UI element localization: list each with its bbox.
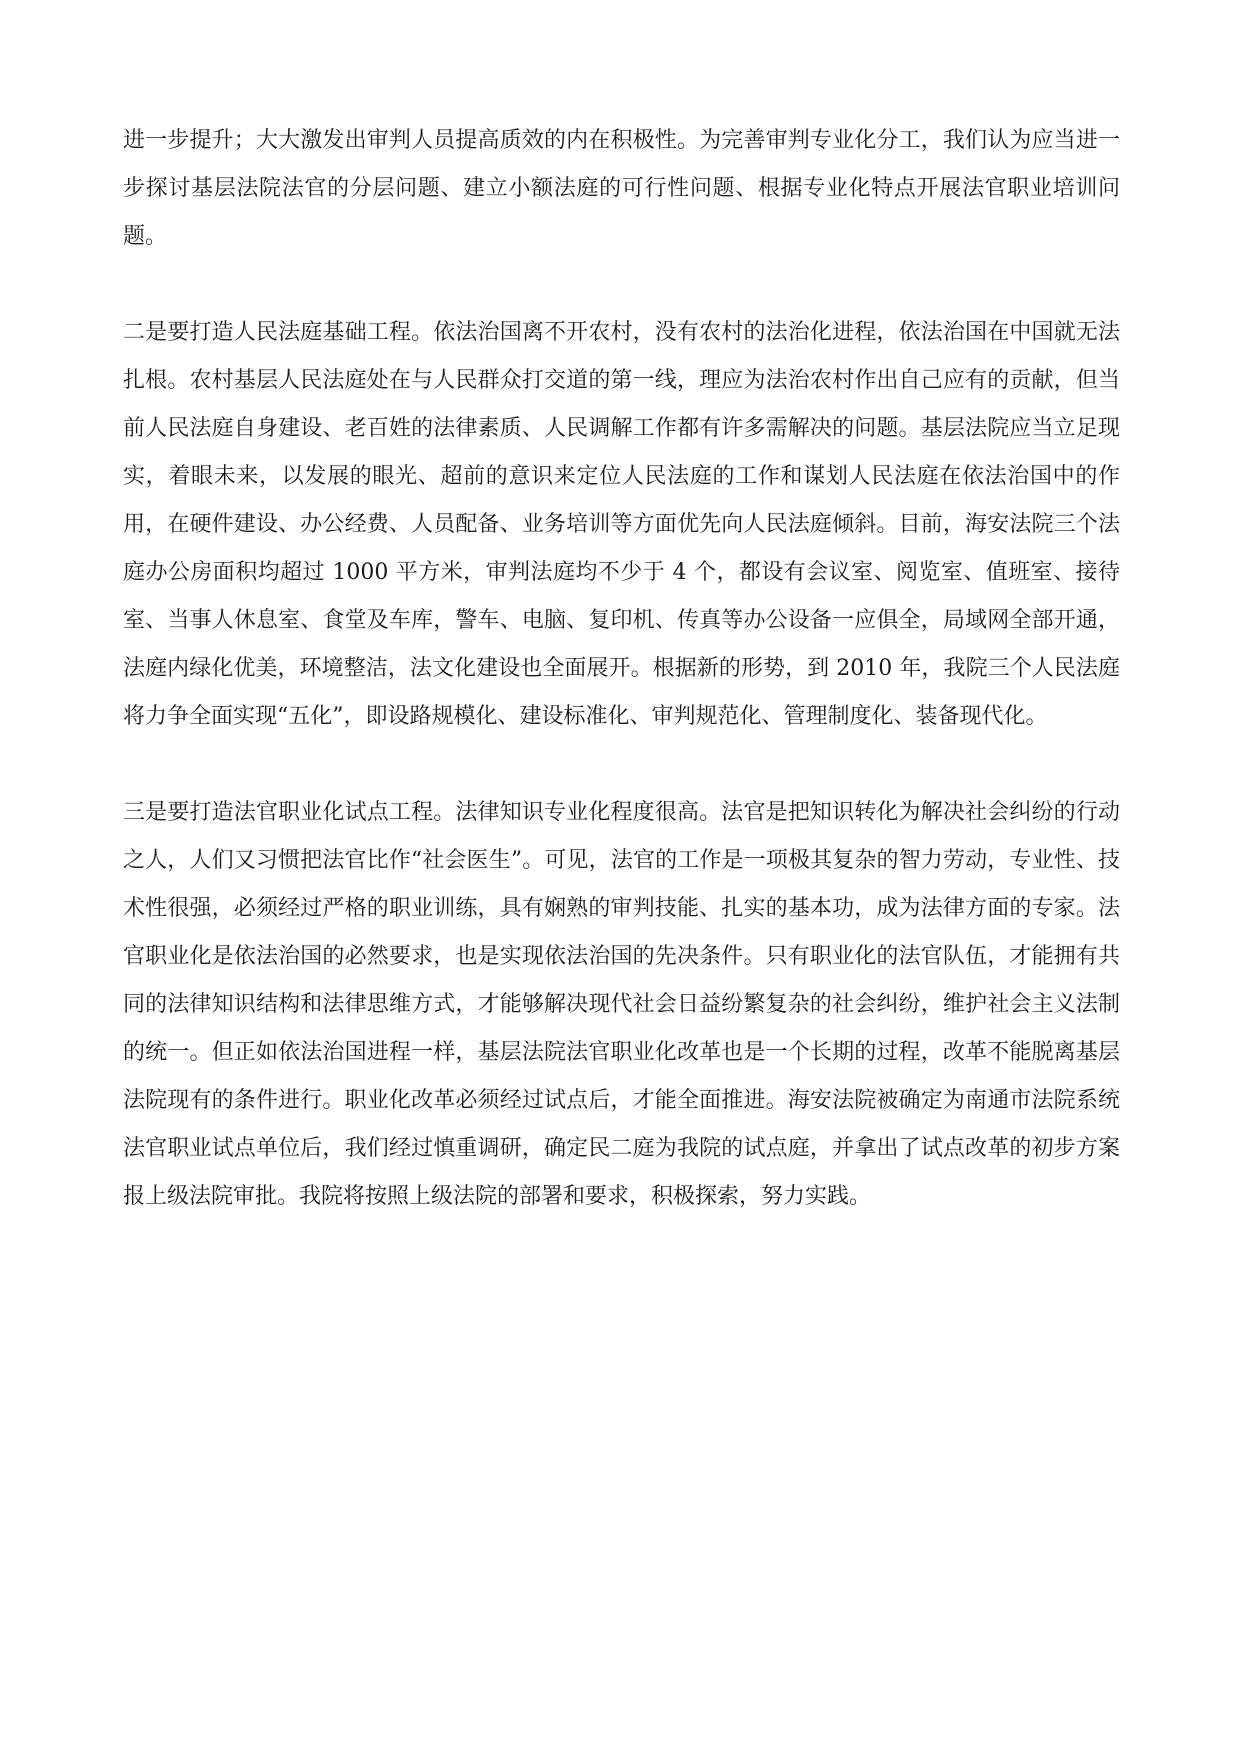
paragraph-judge-professionalization: 三是要打造法官职业化试点工程。法律知识专业化程度很高。法官是把知识转化为解决社会纠纷的行动之人，人们又习惯把法官比作“社会医生”。可见，法官的工作是一项极其复杂的智力劳动，专业性、技术性很强，必须经过严格的职业训练，具有娴熟的审判技能、扎实的基本功，成为法律方面的专家。法官职业化是依法治国的必然要求，也是实现依法治国的先决条件。只有职业化的法官队伍，才能拥有共同的法律知识结构和法律思维方式，才能够解决现代社会日益纷繁复杂的社会纠纷，维护社会主义法制的统一。但正如依法治国进程一样，基层法院法官职业化改革也是一个长期的过程，改革不能脱离基层法院现有的条件进行。职业化改革必须经过试点后，才能全面推进。海安法院被确定为南通市法院系统法官职业试点单位后，我们经过慎重调研，确定民二庭为我院的试点庭，并拿出了试点改革的初步方案报上级法院审批。我院将按照上级法院的部署和要求，积极探索，努力实践。	[123, 800, 1120, 1209]
paragraph-peoples-tribunal: 二是要打造人民法庭基础工程。依法治国离不开农村，没有农村的法治化进程，依法治国在中国就无法扎根。农村基层人民法庭处在与人民群众打交道的第一线，理应为法治农村作出自己应有的贡献，但当前人民法庭自身建设、老百姓的法律素质、人民调解工作都有许多需解决的问题。基层法院应当立足现实，着眼未来，以发展的眼光、超前的意识来定位人民法庭的工作和谋划人民法庭在依法治国中的作用，在硬件建设、办公经费、人员配备、业务培训等方面优先向人民法庭倾斜。目前，海安法院三个法庭办公房面积均超过 1000 平方米，审判法庭均不少于 4 个，都设有会议室、阅览室、值班室、接待室、当事人休息室、食堂及车库，警车、电脑、复印机、传真等办公设备一应俱全，局域网全部开通，法庭内绿化优美，环境整洁，法文化建设也全面展开。根据新的形势，到 2010 年，我院三个人民法庭将力争全面实现“五化”，即设路规模化、建设标准化、审判规范化、管理制度化、装备现代化。	[123, 320, 1120, 729]
paragraph-continuation: 进一步提升；大大激发出审判人员提高质效的内在积极性。为完善审判专业化分工，我们认为应当进一步探讨基层法院法官的分层问题、建立小额法庭的可行性问题、根据专业化特点开展法官职业培训问题。	[123, 128, 1120, 249]
document-body	[123, 117, 1120, 1221]
